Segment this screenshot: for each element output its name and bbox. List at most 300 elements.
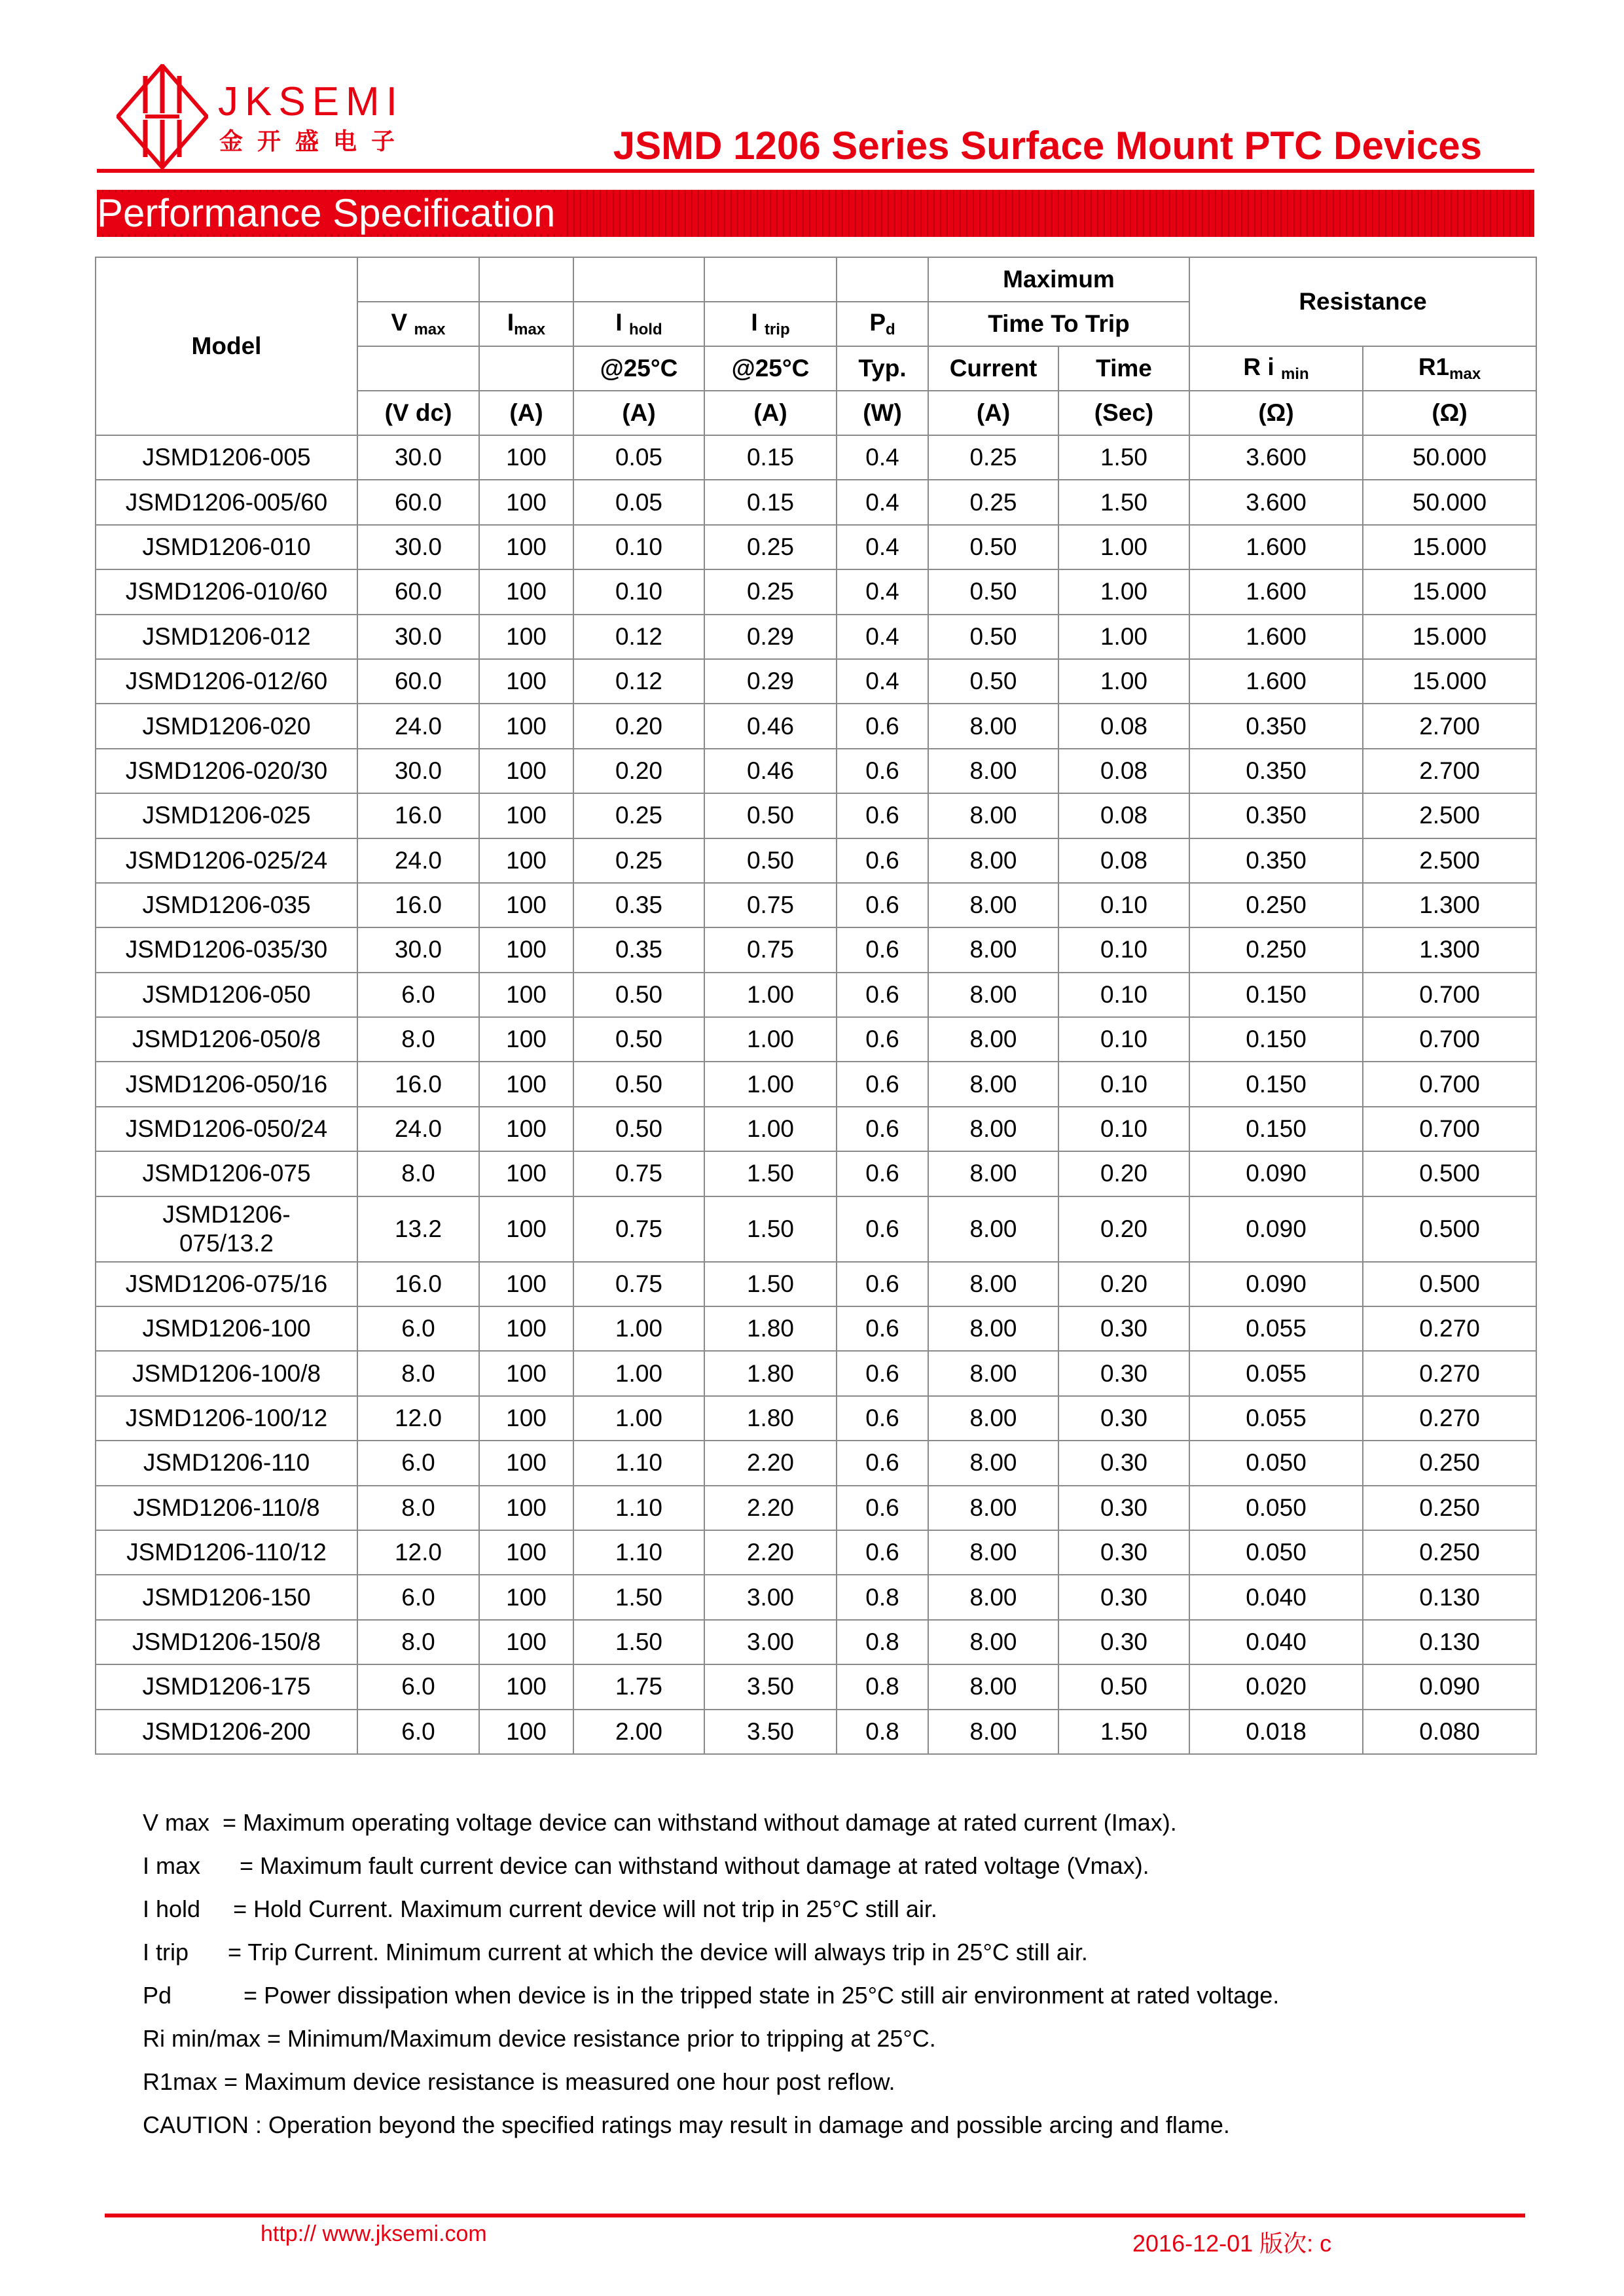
cell-imax: 100 [479, 927, 573, 972]
cell-trip-current: 8.00 [928, 973, 1058, 1017]
cell-ri-min: 0.150 [1189, 1017, 1363, 1062]
cell-model: JSMD1206-110/12 [96, 1530, 357, 1575]
table-row [96, 704, 1536, 748]
cell-model: JSMD1206-005/60 [96, 480, 357, 524]
cell-trip-current: 8.00 [928, 1575, 1058, 1619]
cell-model: JSMD1206-050/8 [96, 1017, 357, 1062]
table-row [96, 1262, 1536, 1306]
cell-trip-time: 0.20 [1058, 1151, 1189, 1196]
cell-itrip: 0.46 [704, 704, 837, 748]
cell-trip-current: 0.50 [928, 525, 1058, 569]
cell-r1-max: 0.090 [1363, 1664, 1536, 1709]
header-blank [479, 346, 573, 391]
cell-r1-max: 0.250 [1363, 1441, 1536, 1485]
cell-ri-min: 0.350 [1189, 749, 1363, 793]
brand-name-cn: 金开盛电子 [219, 128, 410, 154]
cell-itrip: 0.75 [704, 927, 837, 972]
cell-vmax: 6.0 [357, 1710, 479, 1754]
cell-pd: 0.6 [837, 1062, 928, 1106]
table-row [96, 973, 1536, 1017]
jksemi-logo-icon [117, 64, 208, 169]
cell-model: JSMD1206-020/30 [96, 749, 357, 793]
note-ihold: I hold = Hold Current. Maximum current device will not trip in 25°C still air. [143, 1895, 937, 1922]
table-row [96, 1306, 1536, 1351]
cell-imax: 100 [479, 1396, 573, 1441]
cell-ri-min: 0.050 [1189, 1530, 1363, 1575]
cell-r1-max: 1.300 [1363, 927, 1536, 972]
cell-ihold: 0.35 [573, 927, 704, 972]
table-row [96, 793, 1536, 838]
cell-itrip: 3.00 [704, 1575, 837, 1619]
cell-imax: 100 [479, 704, 573, 748]
table-row [96, 1107, 1536, 1151]
cell-itrip: 0.29 [704, 659, 837, 704]
cell-ihold: 1.75 [573, 1664, 704, 1709]
cell-ri-min: 0.090 [1189, 1262, 1363, 1306]
table-row [96, 1151, 1536, 1196]
header-typ: Typ. [837, 346, 928, 391]
cell-ihold: 1.00 [573, 1351, 704, 1395]
table-row [96, 1062, 1536, 1106]
cell-trip-time: 1.50 [1058, 1710, 1189, 1754]
cell-r1-max: 0.250 [1363, 1530, 1536, 1575]
cell-vmax: 30.0 [357, 749, 479, 793]
cell-model: JSMD1206-175 [96, 1664, 357, 1709]
unit-a: (A) [573, 391, 704, 435]
cell-r1-max: 0.500 [1363, 1196, 1536, 1262]
cell-model: JSMD1206-025/24 [96, 838, 357, 883]
cell-trip-current: 8.00 [928, 1062, 1058, 1106]
cell-ihold: 0.50 [573, 1107, 704, 1151]
cell-ihold: 0.35 [573, 883, 704, 927]
header-blank [357, 346, 479, 391]
cell-trip-time: 0.10 [1058, 1107, 1189, 1151]
cell-pd: 0.6 [837, 1306, 928, 1351]
cell-pd: 0.6 [837, 1107, 928, 1151]
cell-pd: 0.6 [837, 838, 928, 883]
header-at25-hold: @25°C [573, 346, 704, 391]
table-row [96, 1196, 1536, 1262]
cell-pd: 0.4 [837, 525, 928, 569]
cell-model: JSMD1206-010/60 [96, 569, 357, 614]
cell-itrip: 1.50 [704, 1196, 837, 1262]
cell-trip-current: 8.00 [928, 1710, 1058, 1754]
cell-ihold: 1.50 [573, 1575, 704, 1619]
cell-trip-time: 0.08 [1058, 749, 1189, 793]
cell-itrip: 3.50 [704, 1710, 837, 1754]
cell-r1-max: 0.270 [1363, 1306, 1536, 1351]
cell-ihold: 0.10 [573, 569, 704, 614]
cell-itrip: 0.15 [704, 480, 837, 524]
cell-itrip: 1.80 [704, 1396, 837, 1441]
cell-trip-current: 8.00 [928, 1530, 1058, 1575]
note-itrip: I trip = Trip Current. Minimum current at which the device will always trip in 25°C still air. [143, 1939, 1088, 1965]
cell-imax: 100 [479, 1306, 573, 1351]
cell-ihold: 0.75 [573, 1196, 704, 1262]
cell-ri-min: 0.050 [1189, 1441, 1363, 1485]
cell-model: JSMD1206-005 [96, 435, 357, 480]
cell-trip-current: 8.00 [928, 1396, 1058, 1441]
cell-trip-current: 8.00 [928, 1017, 1058, 1062]
cell-itrip: 0.50 [704, 793, 837, 838]
cell-trip-time: 0.30 [1058, 1620, 1189, 1664]
cell-model: JSMD1206-025 [96, 793, 357, 838]
cell-imax: 100 [479, 525, 573, 569]
cell-trip-current: 8.00 [928, 704, 1058, 748]
table-row [96, 480, 1536, 524]
cell-model: JSMD1206-075/16 [96, 1262, 357, 1306]
cell-vmax: 8.0 [357, 1351, 479, 1395]
cell-trip-current: 8.00 [928, 793, 1058, 838]
cell-r1-max: 0.700 [1363, 1017, 1536, 1062]
cell-trip-time: 1.50 [1058, 435, 1189, 480]
cell-trip-current: 8.00 [928, 1351, 1058, 1395]
cell-trip-current: 8.00 [928, 1306, 1058, 1351]
cell-ri-min: 0.150 [1189, 1062, 1363, 1106]
cell-trip-current: 0.25 [928, 480, 1058, 524]
cell-r1-max: 2.500 [1363, 793, 1536, 838]
footer-date-version: 2016-12-01 版次: c [1132, 2230, 1332, 2257]
unit-a: (A) [704, 391, 837, 435]
header-blank [479, 257, 573, 302]
header-time-to-trip: Time To Trip [928, 302, 1189, 346]
cell-model: JSMD1206-110/8 [96, 1486, 357, 1530]
cell-trip-time: 0.50 [1058, 1664, 1189, 1709]
table-row [96, 1575, 1536, 1619]
table-row [96, 1620, 1536, 1664]
cell-vmax: 16.0 [357, 1062, 479, 1106]
cell-vmax: 8.0 [357, 1620, 479, 1664]
cell-model: JSMD1206-100/12 [96, 1396, 357, 1441]
note-r1max: R1max = Maximum device resistance is measured one hour post reflow. [143, 2068, 895, 2095]
brand-name-en: JKSEMI [218, 79, 404, 124]
table-row [96, 883, 1536, 927]
cell-imax: 100 [479, 1017, 573, 1062]
cell-itrip: 0.15 [704, 435, 837, 480]
table-row [96, 927, 1536, 972]
cell-vmax: 30.0 [357, 435, 479, 480]
cell-vmax: 8.0 [357, 1486, 479, 1530]
table-row [96, 1351, 1536, 1395]
note-imax: I max = Maximum fault current device can withstand without damage at rated voltage (Vmax). [143, 1852, 1149, 1879]
cell-imax: 100 [479, 973, 573, 1017]
definitions-notes [143, 1801, 1279, 2147]
cell-vmax: 12.0 [357, 1396, 479, 1441]
cell-ihold: 1.00 [573, 1306, 704, 1351]
header-blank [573, 257, 704, 302]
cell-vmax: 60.0 [357, 569, 479, 614]
cell-trip-time: 0.20 [1058, 1196, 1189, 1262]
cell-imax: 100 [479, 659, 573, 704]
cell-pd: 0.4 [837, 615, 928, 659]
header-blank [704, 257, 837, 302]
cell-pd: 0.6 [837, 883, 928, 927]
cell-trip-time: 0.10 [1058, 1017, 1189, 1062]
cell-pd: 0.8 [837, 1664, 928, 1709]
unit-a: (A) [479, 391, 573, 435]
header-resistance: Resistance [1189, 257, 1536, 346]
cell-itrip: 3.00 [704, 1620, 837, 1664]
cell-pd: 0.8 [837, 1620, 928, 1664]
cell-ihold: 2.00 [573, 1710, 704, 1754]
table-row [96, 1396, 1536, 1441]
cell-itrip: 2.20 [704, 1530, 837, 1575]
cell-r1-max: 0.250 [1363, 1486, 1536, 1530]
table-row [96, 1486, 1536, 1530]
cell-model: JSMD1206-100/8 [96, 1351, 357, 1395]
title-divider [97, 169, 1534, 173]
cell-vmax: 6.0 [357, 1664, 479, 1709]
cell-ri-min: 3.600 [1189, 435, 1363, 480]
cell-vmax: 30.0 [357, 927, 479, 972]
section-title: Performance Specification [97, 192, 564, 234]
cell-itrip: 1.00 [704, 1107, 837, 1151]
cell-model: JSMD1206-050/24 [96, 1107, 357, 1151]
cell-ri-min: 0.150 [1189, 1107, 1363, 1151]
cell-imax: 100 [479, 1262, 573, 1306]
cell-ihold: 0.75 [573, 1262, 704, 1306]
cell-imax: 100 [479, 1151, 573, 1196]
cell-ri-min: 0.350 [1189, 704, 1363, 748]
cell-model: JSMD1206-050 [96, 973, 357, 1017]
cell-model: JSMD1206-050/16 [96, 1062, 357, 1106]
cell-pd: 0.8 [837, 1575, 928, 1619]
cell-ihold: 0.10 [573, 525, 704, 569]
cell-imax: 100 [479, 480, 573, 524]
cell-ihold: 0.50 [573, 1017, 704, 1062]
cell-pd: 0.6 [837, 973, 928, 1017]
cell-trip-time: 0.08 [1058, 793, 1189, 838]
cell-model: JSMD1206-075 [96, 1151, 357, 1196]
cell-pd: 0.6 [837, 793, 928, 838]
cell-model: JSMD1206-035/30 [96, 927, 357, 972]
cell-trip-time: 0.10 [1058, 973, 1189, 1017]
cell-itrip: 1.00 [704, 1062, 837, 1106]
cell-imax: 100 [479, 435, 573, 480]
cell-pd: 0.4 [837, 435, 928, 480]
cell-ri-min: 0.018 [1189, 1710, 1363, 1754]
header-model: Model [96, 257, 357, 435]
cell-r1-max: 0.130 [1363, 1620, 1536, 1664]
cell-trip-time: 0.20 [1058, 1262, 1189, 1306]
cell-ri-min: 0.090 [1189, 1196, 1363, 1262]
table-row [96, 435, 1536, 480]
cell-r1-max: 0.500 [1363, 1151, 1536, 1196]
section-banner [97, 190, 1534, 237]
table-row [96, 1530, 1536, 1575]
cell-trip-current: 8.00 [928, 1262, 1058, 1306]
cell-trip-current: 8.00 [928, 1107, 1058, 1151]
cell-pd: 0.6 [837, 1017, 928, 1062]
cell-ihold: 0.20 [573, 704, 704, 748]
cell-model: JSMD1206-150 [96, 1575, 357, 1619]
cell-ihold: 0.12 [573, 615, 704, 659]
cell-trip-time: 1.00 [1058, 659, 1189, 704]
cell-pd: 0.6 [837, 1530, 928, 1575]
cell-r1-max: 50.000 [1363, 480, 1536, 524]
cell-itrip: 1.50 [704, 1262, 837, 1306]
cell-pd: 0.6 [837, 1196, 928, 1262]
cell-ri-min: 0.350 [1189, 838, 1363, 883]
cell-imax: 100 [479, 1351, 573, 1395]
cell-trip-current: 0.50 [928, 569, 1058, 614]
cell-trip-current: 8.00 [928, 883, 1058, 927]
cell-itrip: 0.46 [704, 749, 837, 793]
table-row [96, 838, 1536, 883]
cell-vmax: 6.0 [357, 1441, 479, 1485]
header-itrip: I $_{trip}$ [704, 302, 837, 346]
cell-pd: 0.6 [837, 1486, 928, 1530]
cell-trip-current: 8.00 [928, 749, 1058, 793]
header-current: Current [928, 346, 1058, 391]
cell-trip-time: 0.30 [1058, 1575, 1189, 1619]
header-maximum: Maximum [928, 257, 1189, 302]
cell-trip-time: 1.50 [1058, 480, 1189, 524]
header-r1-max: $R1_{max}$ [1363, 346, 1536, 391]
cell-trip-time: 1.00 [1058, 615, 1189, 659]
cell-itrip: 0.50 [704, 838, 837, 883]
cell-vmax: 16.0 [357, 793, 479, 838]
cell-trip-current: 8.00 [928, 927, 1058, 972]
cell-ihold: 1.00 [573, 1396, 704, 1441]
cell-trip-current: 8.00 [928, 1196, 1058, 1262]
cell-model: JSMD1206-100 [96, 1306, 357, 1351]
cell-r1-max: 0.700 [1363, 973, 1536, 1017]
cell-trip-time: 0.30 [1058, 1530, 1189, 1575]
cell-ihold: 0.75 [573, 1151, 704, 1196]
cell-imax: 100 [479, 1486, 573, 1530]
cell-trip-time: 0.30 [1058, 1441, 1189, 1485]
cell-r1-max: 15.000 [1363, 525, 1536, 569]
cell-ri-min: 1.600 [1189, 569, 1363, 614]
cell-itrip: 0.29 [704, 615, 837, 659]
cell-r1-max: 0.700 [1363, 1107, 1536, 1151]
cell-vmax: 12.0 [357, 1530, 479, 1575]
cell-vmax: 24.0 [357, 704, 479, 748]
unit-a: (A) [928, 391, 1058, 435]
cell-r1-max: 0.500 [1363, 1262, 1536, 1306]
cell-pd: 0.6 [837, 1351, 928, 1395]
cell-imax: 100 [479, 793, 573, 838]
cell-ri-min: 0.090 [1189, 1151, 1363, 1196]
cell-ihold: 0.05 [573, 480, 704, 524]
cell-ihold: 0.50 [573, 1062, 704, 1106]
cell-vmax: 13.2 [357, 1196, 479, 1262]
cell-itrip: 3.50 [704, 1664, 837, 1709]
note-caution: CAUTION : Operation beyond the specified ratings may result in damage and possible arcing and flame. [143, 2111, 1230, 2138]
cell-pd: 0.6 [837, 927, 928, 972]
cell-itrip: 0.25 [704, 525, 837, 569]
table-row [96, 1710, 1536, 1754]
cell-itrip: 2.20 [704, 1441, 837, 1485]
company-logo [117, 64, 418, 169]
cell-itrip: 1.80 [704, 1351, 837, 1395]
cell-ihold: 0.12 [573, 659, 704, 704]
cell-trip-current: 8.00 [928, 1664, 1058, 1709]
note-vmax: V max = Maximum operating voltage device can withstand without damage at rated current (Imax). [143, 1809, 1177, 1836]
cell-ihold: 0.50 [573, 973, 704, 1017]
cell-imax: 100 [479, 1620, 573, 1664]
cell-vmax: 8.0 [357, 1017, 479, 1062]
cell-model: JSMD1206-012/60 [96, 659, 357, 704]
cell-ihold: 0.25 [573, 838, 704, 883]
cell-pd: 0.4 [837, 569, 928, 614]
cell-r1-max: 0.700 [1363, 1062, 1536, 1106]
cell-ihold: 0.25 [573, 793, 704, 838]
cell-ihold: 0.20 [573, 749, 704, 793]
cell-imax: 100 [479, 1062, 573, 1106]
cell-ri-min: 0.055 [1189, 1396, 1363, 1441]
cell-trip-current: 8.00 [928, 1486, 1058, 1530]
cell-itrip: 0.25 [704, 569, 837, 614]
unit-v: (V dc) [357, 391, 479, 435]
cell-imax: 100 [479, 1107, 573, 1151]
cell-r1-max: 1.300 [1363, 883, 1536, 927]
header-ri-min: R i $_{min}$ [1189, 346, 1363, 391]
cell-r1-max: 0.270 [1363, 1396, 1536, 1441]
cell-r1-max: 15.000 [1363, 615, 1536, 659]
cell-imax: 100 [479, 1196, 573, 1262]
table-row [96, 1664, 1536, 1709]
cell-vmax: 24.0 [357, 1107, 479, 1151]
footer-divider [105, 2214, 1525, 2217]
cell-trip-time: 0.08 [1058, 704, 1189, 748]
cell-trip-time: 0.10 [1058, 927, 1189, 972]
cell-imax: 100 [479, 1664, 573, 1709]
unit-ohm: (Ω) [1363, 391, 1536, 435]
cell-trip-current: 0.50 [928, 615, 1058, 659]
cell-trip-current: 0.50 [928, 659, 1058, 704]
cell-itrip: 1.50 [704, 1151, 837, 1196]
cell-ihold: 1.10 [573, 1486, 704, 1530]
table-row [96, 1017, 1536, 1062]
note-pd: Pd = Power dissipation when device is in the tripped state in 25°C still air environment at rated voltage. [143, 1982, 1280, 2009]
cell-model: JSMD1206-010 [96, 525, 357, 569]
cell-ri-min: 0.150 [1189, 973, 1363, 1017]
cell-vmax: 60.0 [357, 659, 479, 704]
header-ihold: I $_{hold}$ [573, 302, 704, 346]
table-row [96, 659, 1536, 704]
cell-trip-current: 0.25 [928, 435, 1058, 480]
cell-pd: 0.6 [837, 749, 928, 793]
cell-vmax: 60.0 [357, 480, 479, 524]
cell-pd: 0.6 [837, 704, 928, 748]
cell-model: JSMD1206-020 [96, 704, 357, 748]
footer-url-link[interactable]: http:// www.jksemi.com [261, 2221, 487, 2246]
cell-model: JSMD1206-012 [96, 615, 357, 659]
table-row [96, 525, 1536, 569]
cell-r1-max: 2.700 [1363, 704, 1536, 748]
cell-trip-time: 0.10 [1058, 1062, 1189, 1106]
cell-imax: 100 [479, 838, 573, 883]
cell-ri-min: 1.600 [1189, 659, 1363, 704]
cell-vmax: 24.0 [357, 838, 479, 883]
cell-pd: 0.6 [837, 1151, 928, 1196]
cell-ihold: 1.10 [573, 1441, 704, 1485]
cell-trip-current: 8.00 [928, 1151, 1058, 1196]
cell-itrip: 1.00 [704, 1017, 837, 1062]
cell-imax: 100 [479, 1575, 573, 1619]
cell-vmax: 6.0 [357, 1575, 479, 1619]
cell-trip-current: 8.00 [928, 1620, 1058, 1664]
cell-pd: 0.6 [837, 1441, 928, 1485]
cell-pd: 0.4 [837, 480, 928, 524]
cell-imax: 100 [479, 1441, 573, 1485]
cell-itrip: 2.20 [704, 1486, 837, 1530]
cell-vmax: 6.0 [357, 973, 479, 1017]
cell-itrip: 1.00 [704, 973, 837, 1017]
cell-trip-time: 1.00 [1058, 569, 1189, 614]
